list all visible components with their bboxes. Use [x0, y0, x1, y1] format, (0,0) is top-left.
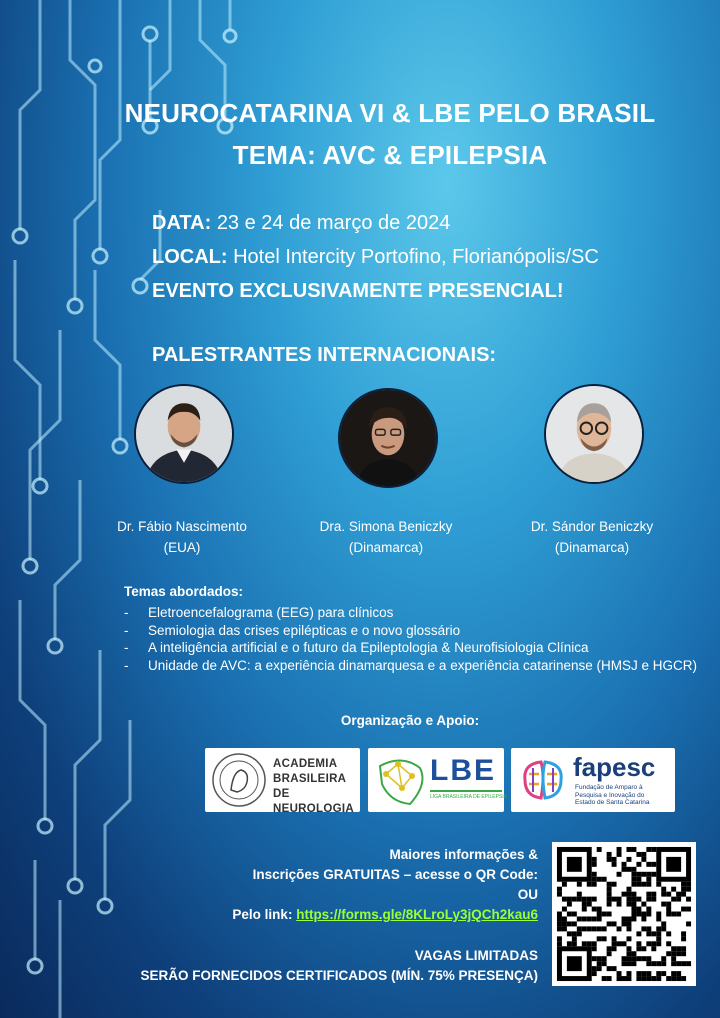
- bullet-dash: -: [124, 640, 129, 655]
- fapesc-sub-line: Estado de Santa Catarina: [575, 799, 650, 806]
- topics-list: [124, 604, 714, 674]
- fapesc-logo: [511, 748, 675, 812]
- speaker-photo-fabio: [134, 384, 234, 484]
- more-line1: Maiores informações &: [389, 847, 538, 862]
- link-line: [232, 905, 538, 925]
- abn-line3: DE NEUROLOGIA: [273, 788, 354, 815]
- abn-seal-icon: [211, 752, 267, 808]
- speaker-country: (EUA): [163, 540, 201, 555]
- speaker-photo-sandor: [544, 384, 644, 484]
- abn-line2: BRASILEIRA: [273, 773, 347, 785]
- lbe-logo: [368, 748, 507, 812]
- speaker-photo-simona: [338, 388, 438, 488]
- limited-spots: VAGAS LIMITADAS: [414, 948, 538, 963]
- speaker-name: Dr. Fábio Nascimento: [117, 519, 247, 534]
- local-label: LOCAL:: [152, 246, 228, 268]
- speaker-fabio: [72, 516, 292, 558]
- topic-text: Unidade de AVC: a experiência dinamarquesa e a experiência catarinense (HMSJ e HGCR): [148, 657, 698, 673]
- topic-text: Semiologia das crises epilépticas e o novo glossário: [148, 622, 461, 638]
- registration-link[interactable]: https://forms.gle/8KLroLy3jQCh2kau6: [296, 907, 538, 922]
- certificates-note: SERÃO FORNECIDOS CERTIFICADOS (MÍN. 75% PRESENÇA): [140, 968, 538, 983]
- organization-heading: Organização e Apoio:: [340, 713, 480, 728]
- more-or: OU: [517, 887, 538, 902]
- list-item: [124, 657, 714, 675]
- lbe-underline: [430, 790, 502, 792]
- local-line: [152, 246, 599, 269]
- more-line2: Inscrições GRATUITAS – acesse o QR Code:: [252, 867, 538, 882]
- lbe-text: LBE: [430, 754, 496, 787]
- fapesc-brain-icon: [519, 756, 567, 804]
- topic-text: Eletroencefalograma (EEG) para clínicos: [148, 605, 394, 620]
- fapesc-text: fapesc: [573, 752, 656, 782]
- speakers-heading: PALESTRANTES INTERNACIONAIS:: [152, 344, 497, 366]
- bullet-dash: -: [124, 605, 129, 620]
- more-info: [232, 845, 538, 925]
- fapesc-sub-line: Pesquisa e Inovação do: [575, 791, 645, 799]
- bullet-dash: -: [124, 622, 129, 638]
- abn-logo: [205, 748, 360, 815]
- exclusive-notice: EVENTO EXCLUSIVAMENTE PRESENCIAL!: [152, 280, 564, 302]
- fapesc-sub-line: Fundação de Amparo à: [575, 784, 643, 791]
- brazil-network-icon: [372, 754, 430, 808]
- date-line: [152, 212, 450, 235]
- speaker-name: Dra. Simona Beniczky: [319, 519, 453, 534]
- topic-text: A inteligência artificial e o futuro da Epileptologia & Neurofisiologia Clínica: [148, 640, 589, 655]
- speaker-country: (Dinamarca): [348, 540, 424, 555]
- event-title: NEUROCATARINA VI & LBE PELO BRASIL: [124, 98, 656, 128]
- speaker-country: (Dinamarca): [554, 540, 630, 555]
- footer-notes: [140, 946, 538, 986]
- bullet-dash: -: [124, 657, 129, 673]
- lbe-subtitle: LIGA BRASILEIRA DE EPILEPSIA: [430, 794, 507, 800]
- list-item: [124, 604, 714, 622]
- speaker-sandor: [482, 516, 702, 558]
- link-label: Pelo link:: [232, 907, 293, 922]
- fapesc-subtitle: [575, 784, 649, 807]
- date-value: 23 e 24 de março de 2024: [216, 212, 451, 234]
- speaker-name: Dr. Sándor Beniczky: [530, 519, 654, 534]
- date-label: DATA:: [152, 212, 212, 234]
- abn-line1: ACADEMIA: [273, 758, 338, 770]
- qr-code-icon: [552, 842, 696, 986]
- speaker-simona: [276, 516, 496, 558]
- topics-heading: Temas abordados:: [124, 584, 244, 599]
- event-theme: TEMA: AVC & EPILEPSIA: [232, 140, 548, 170]
- list-item: [124, 639, 714, 657]
- qr-code[interactable]: [552, 842, 696, 986]
- list-item: [124, 622, 714, 640]
- local-value: Hotel Intercity Portofino, Florianópolis/SC: [233, 246, 599, 268]
